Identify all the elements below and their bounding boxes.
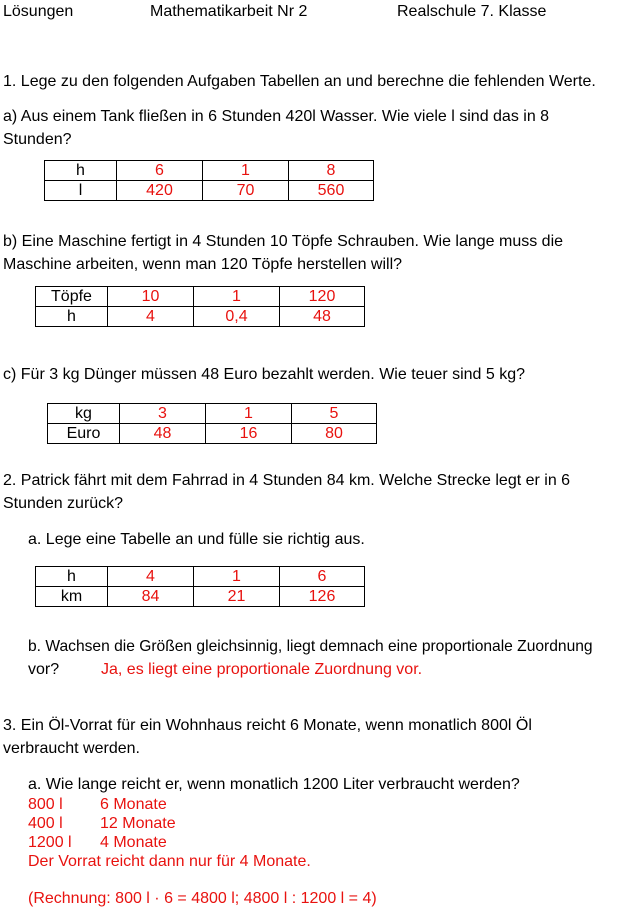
table-row	[45, 181, 374, 201]
row-label: Töpfe	[36, 287, 108, 307]
answer-months: 6 Monate	[100, 796, 167, 813]
table-cell: 120	[280, 287, 365, 307]
table-cell: 84	[108, 587, 194, 607]
table-cell: 420	[117, 181, 203, 201]
answer-amount: 1200 l	[28, 834, 72, 851]
task3a-text: a. Wie lange reicht er, wenn monatlich 1200 Liter verbraucht werden?	[28, 776, 520, 793]
table-row	[36, 287, 365, 307]
table-cell: 8	[289, 161, 374, 181]
answer-months: 12 Monate	[100, 815, 176, 832]
task2b-answer: Ja, es liegt eine proportionale Zuordnung vor.	[101, 661, 423, 678]
task2a-text: a. Lege eine Tabelle an und fülle sie richtig aus.	[28, 531, 365, 548]
table-cell: 560	[289, 181, 374, 201]
answer-months: 4 Monate	[100, 834, 167, 851]
table-cell: 1	[194, 287, 280, 307]
table-cell: 48	[280, 307, 365, 327]
table-cell: 1	[203, 161, 289, 181]
row-label: h	[36, 307, 108, 327]
table-cell: 6	[117, 161, 203, 181]
task1a-text-line2: Stunden?	[3, 131, 72, 148]
task3-text-line2: verbraucht werden.	[3, 740, 140, 757]
header-left: Lösungen	[3, 3, 74, 20]
task2-text-line2: Stunden zurück?	[3, 495, 124, 512]
table-cell: 4	[108, 567, 194, 587]
table-cell: 10	[108, 287, 194, 307]
table-cell: 48	[120, 424, 206, 444]
task2b-text-line1: b. Wachsen die Größen gleichsinnig, liegt demnach eine proportionale Zuordnung	[28, 638, 593, 655]
row-label: Euro	[48, 424, 120, 444]
table-row	[45, 161, 374, 181]
header-title: Mathematikarbeit Nr 2	[150, 3, 308, 20]
task3-calculation: (Rechnung: 800 l · 6 = 4800 l; 4800 l : 1200 l = 4)	[28, 890, 377, 907]
table-cell: 1	[206, 404, 292, 424]
row-label: km	[36, 587, 108, 607]
task1b-text-line2: Maschine arbeiten, wenn man 120 Töpfe herstellen will?	[3, 256, 403, 273]
table-cell: 21	[194, 587, 280, 607]
table-row	[48, 424, 377, 444]
answer-amount: 800 l	[28, 796, 63, 813]
task1a-text-line1: a) Aus einem Tank fließen in 6 Stunden 420l Wasser. Wie viele l sind das in 8	[3, 108, 550, 125]
table-cell: 3	[120, 404, 206, 424]
table-row	[36, 307, 365, 327]
row-label: l	[45, 181, 117, 201]
task1c-text: c) Für 3 kg Dünger müssen 48 Euro bezahlt werden. Wie teuer sind 5 kg?	[3, 366, 526, 383]
task2b-text-line2: vor?	[28, 661, 60, 678]
answer-amount: 400 l	[28, 815, 63, 832]
row-label: kg	[48, 404, 120, 424]
table-cell: 1	[194, 567, 280, 587]
table-cell: 80	[292, 424, 377, 444]
row-label: h	[36, 567, 108, 587]
task3-text-line1: 3. Ein Öl-Vorrat für ein Wohnhaus reicht 6 Monate, wenn monatlich 800l Öl	[3, 717, 532, 734]
table-cell: 5	[292, 404, 377, 424]
task1-title: 1. Lege zu den folgenden Aufgaben Tabellen an und berechne die fehlenden Werte.	[3, 73, 596, 90]
task1b-table	[35, 286, 365, 327]
table-cell: 0,4	[194, 307, 280, 327]
table-row	[48, 404, 377, 424]
table-cell: 70	[203, 181, 289, 201]
task2-table	[35, 566, 365, 607]
task2-text-line1: 2. Patrick fährt mit dem Fahrrad in 4 Stunden 84 km. Welche Strecke legt er in 6	[3, 472, 571, 489]
task1c-table	[47, 403, 377, 444]
task1b-text-line1: b) Eine Maschine fertigt in 4 Stunden 10 Töpfe Schrauben. Wie lange muss die	[3, 233, 564, 250]
table-row	[36, 587, 365, 607]
table-row	[36, 567, 365, 587]
header-right: Realschule 7. Klasse	[397, 3, 547, 20]
task1a-table	[44, 160, 374, 201]
table-cell: 126	[280, 587, 365, 607]
table-cell: 6	[280, 567, 365, 587]
task3-conclusion: Der Vorrat reicht dann nur für 4 Monate.	[28, 853, 311, 870]
table-cell: 16	[206, 424, 292, 444]
table-cell: 4	[108, 307, 194, 327]
row-label: h	[45, 161, 117, 181]
